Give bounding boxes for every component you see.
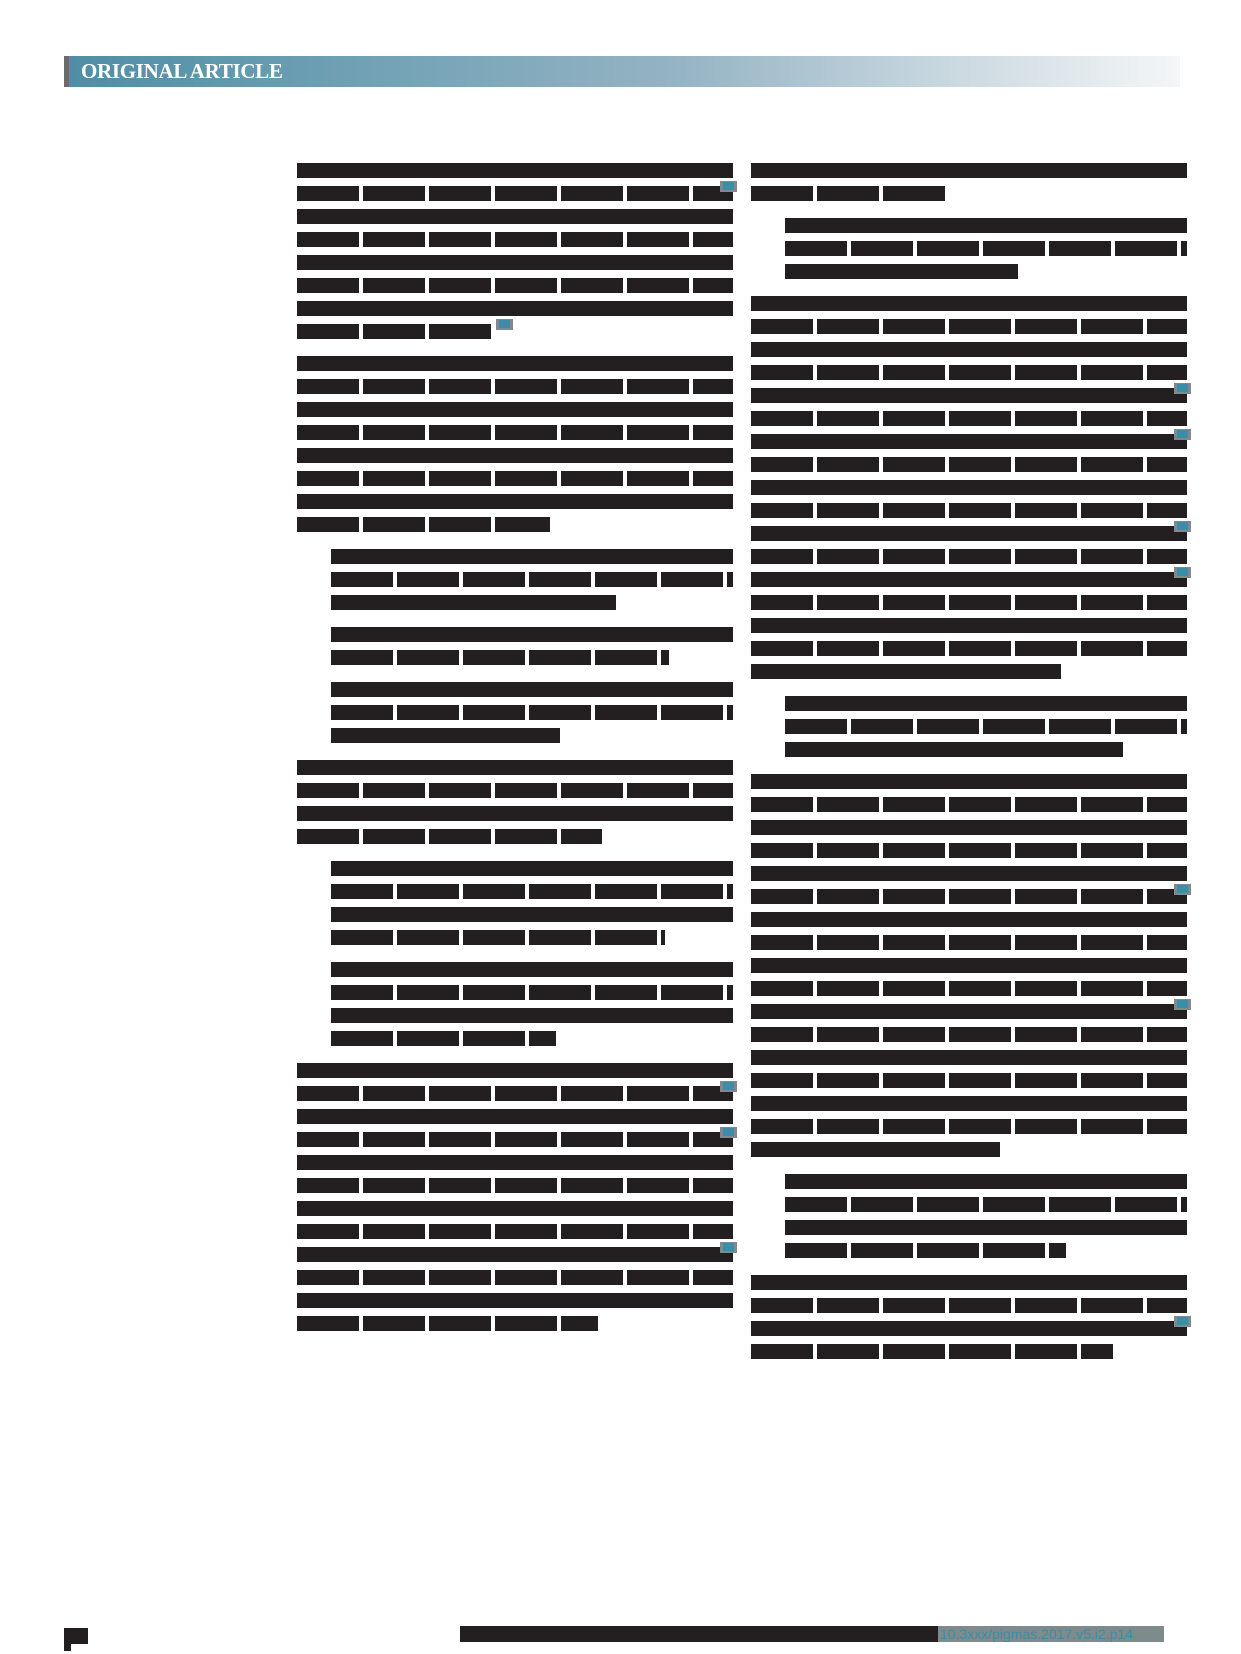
redacted-text-line bbox=[331, 549, 733, 564]
redacted-text-line bbox=[751, 664, 1061, 679]
redacted-text-line bbox=[785, 1220, 1187, 1235]
redacted-text-line bbox=[751, 434, 1187, 449]
list-item bbox=[331, 861, 733, 945]
redacted-text-line bbox=[297, 760, 733, 775]
citation-marker[interactable] bbox=[496, 319, 513, 330]
paragraph bbox=[751, 1275, 1187, 1359]
redacted-text-line bbox=[297, 402, 733, 417]
redacted-text-line bbox=[331, 907, 733, 922]
redacted-text-line bbox=[297, 255, 733, 270]
redacted-text-line bbox=[297, 324, 493, 339]
redacted-text-line bbox=[751, 457, 1187, 472]
redacted-text-line bbox=[751, 503, 1187, 518]
paragraph bbox=[297, 760, 733, 844]
redacted-text-line bbox=[751, 981, 1187, 996]
redacted-text-line bbox=[751, 1004, 1187, 1019]
redacted-text-line bbox=[331, 572, 733, 587]
paragraph bbox=[751, 296, 1187, 679]
redacted-text-line bbox=[751, 296, 1187, 311]
redacted-text-line bbox=[785, 1243, 1066, 1258]
redacted-text-line bbox=[297, 163, 733, 178]
citation-marker[interactable] bbox=[1174, 383, 1191, 394]
redacted-text-line bbox=[785, 264, 1018, 279]
redacted-text-line bbox=[297, 829, 602, 844]
redacted-text-line bbox=[751, 1027, 1187, 1042]
redacted-text-line bbox=[751, 572, 1187, 587]
page-number bbox=[64, 1628, 88, 1644]
redacted-text-line bbox=[751, 889, 1187, 904]
redacted-text-line bbox=[297, 1132, 733, 1147]
redacted-text-line bbox=[785, 1197, 1187, 1212]
redacted-text-line bbox=[331, 861, 733, 876]
redacted-text-line bbox=[297, 232, 733, 247]
doi-link[interactable]: 10.3xxx/pigmas.2017.v5.i2.p14 bbox=[938, 1626, 1164, 1642]
redacted-text-line bbox=[297, 471, 733, 486]
left-text-column bbox=[297, 163, 733, 1348]
redacted-text-line bbox=[331, 1031, 556, 1046]
redacted-text-line bbox=[297, 278, 733, 293]
redacted-text-line bbox=[785, 742, 1123, 757]
redacted-text-line bbox=[751, 595, 1187, 610]
redacted-text-line bbox=[785, 719, 1187, 734]
redacted-text-line bbox=[331, 728, 560, 743]
redacted-text-line bbox=[785, 241, 1187, 256]
page-footer bbox=[0, 1625, 1241, 1645]
citation-marker[interactable] bbox=[1174, 429, 1191, 440]
redacted-text-line bbox=[331, 930, 665, 945]
redacted-text-line bbox=[297, 186, 733, 201]
citation-marker[interactable] bbox=[1174, 999, 1191, 1010]
redacted-text-line bbox=[751, 186, 947, 201]
list-item bbox=[331, 549, 733, 610]
redacted-text-line bbox=[297, 1224, 733, 1239]
citation-marker[interactable] bbox=[720, 1081, 737, 1092]
redacted-text-line bbox=[785, 218, 1187, 233]
redacted-text-line bbox=[297, 379, 733, 394]
redacted-text-line bbox=[751, 163, 1187, 178]
section-header-bar bbox=[64, 56, 1180, 87]
right-text-column bbox=[751, 163, 1187, 1376]
redacted-text-line bbox=[785, 1174, 1187, 1189]
redacted-text-line bbox=[331, 682, 733, 697]
paragraph bbox=[751, 774, 1187, 1157]
journal-citation-line bbox=[460, 1626, 938, 1642]
redacted-text-line bbox=[751, 774, 1187, 789]
redacted-text-line bbox=[751, 958, 1187, 973]
redacted-text-line bbox=[297, 1201, 733, 1216]
redacted-text-line bbox=[751, 843, 1187, 858]
paragraph bbox=[297, 1063, 733, 1331]
redacted-text-line bbox=[751, 388, 1187, 403]
redacted-text-line bbox=[751, 935, 1187, 950]
redacted-text-line bbox=[751, 411, 1187, 426]
redacted-text-line bbox=[331, 884, 733, 899]
redacted-text-line bbox=[297, 517, 550, 532]
redacted-text-line bbox=[751, 1344, 1113, 1359]
citation-marker[interactable] bbox=[1174, 567, 1191, 578]
list-item bbox=[331, 682, 733, 743]
redacted-text-line bbox=[297, 1293, 733, 1308]
redacted-text-line bbox=[751, 526, 1187, 541]
citation-marker[interactable] bbox=[1174, 884, 1191, 895]
citation-marker[interactable] bbox=[720, 1127, 737, 1138]
redacted-text-line bbox=[751, 1142, 1000, 1157]
redacted-text-line bbox=[297, 783, 733, 798]
redacted-text-line bbox=[297, 1086, 733, 1101]
redacted-text-line bbox=[297, 806, 733, 821]
list-item bbox=[331, 962, 733, 1046]
redacted-text-line bbox=[751, 1321, 1187, 1336]
citation-marker[interactable] bbox=[1174, 521, 1191, 532]
redacted-text-line bbox=[331, 705, 733, 720]
redacted-text-line bbox=[297, 301, 733, 316]
redacted-text-line bbox=[297, 1316, 598, 1331]
section-paragraph bbox=[297, 356, 733, 532]
redacted-text-line bbox=[751, 1298, 1187, 1313]
redacted-text-line bbox=[785, 696, 1187, 711]
redacted-text-line bbox=[751, 319, 1187, 334]
citation-marker[interactable] bbox=[720, 181, 737, 192]
redacted-text-line bbox=[297, 425, 733, 440]
redacted-text-line bbox=[297, 209, 733, 224]
redacted-text-line bbox=[297, 448, 733, 463]
redacted-text-line bbox=[297, 356, 733, 371]
paragraph bbox=[297, 163, 733, 339]
citation-marker[interactable] bbox=[1174, 1316, 1191, 1327]
redacted-text-line bbox=[751, 912, 1187, 927]
redacted-text-line bbox=[331, 962, 733, 977]
redacted-text-line bbox=[751, 1119, 1187, 1134]
redacted-text-line bbox=[331, 985, 733, 1000]
redacted-text-line bbox=[331, 627, 733, 642]
redacted-text-line bbox=[751, 342, 1187, 357]
redacted-text-line bbox=[751, 797, 1187, 812]
redacted-text-line bbox=[297, 1247, 733, 1262]
redacted-text-line bbox=[331, 595, 616, 610]
redacted-text-line bbox=[297, 1155, 733, 1170]
redacted-text-line bbox=[751, 1073, 1187, 1088]
redacted-text-line bbox=[751, 641, 1187, 656]
redacted-text-line bbox=[751, 549, 1187, 564]
redacted-text-line bbox=[751, 480, 1187, 495]
redacted-text-line bbox=[751, 365, 1187, 380]
list-item bbox=[785, 1174, 1187, 1258]
list-item bbox=[785, 696, 1187, 757]
list-item bbox=[331, 627, 733, 665]
redacted-text-line bbox=[331, 650, 669, 665]
redacted-text-line bbox=[331, 1008, 733, 1023]
redacted-text-line bbox=[297, 1270, 733, 1285]
list-item bbox=[785, 218, 1187, 279]
redacted-text-line bbox=[297, 1109, 733, 1124]
citation-marker[interactable] bbox=[720, 1242, 737, 1253]
redacted-text-line bbox=[297, 494, 733, 509]
redacted-text-line bbox=[751, 1096, 1187, 1111]
redacted-text-line bbox=[751, 866, 1187, 881]
redacted-text-line bbox=[297, 1178, 733, 1193]
redacted-text-line bbox=[751, 820, 1187, 835]
section-label: ORIGINAL ARTICLE bbox=[81, 59, 283, 83]
paragraph bbox=[751, 163, 1187, 201]
redacted-text-line bbox=[751, 1050, 1187, 1065]
redacted-text-line bbox=[751, 618, 1187, 633]
redacted-text-line bbox=[751, 1275, 1187, 1290]
redacted-text-line bbox=[297, 1063, 733, 1078]
